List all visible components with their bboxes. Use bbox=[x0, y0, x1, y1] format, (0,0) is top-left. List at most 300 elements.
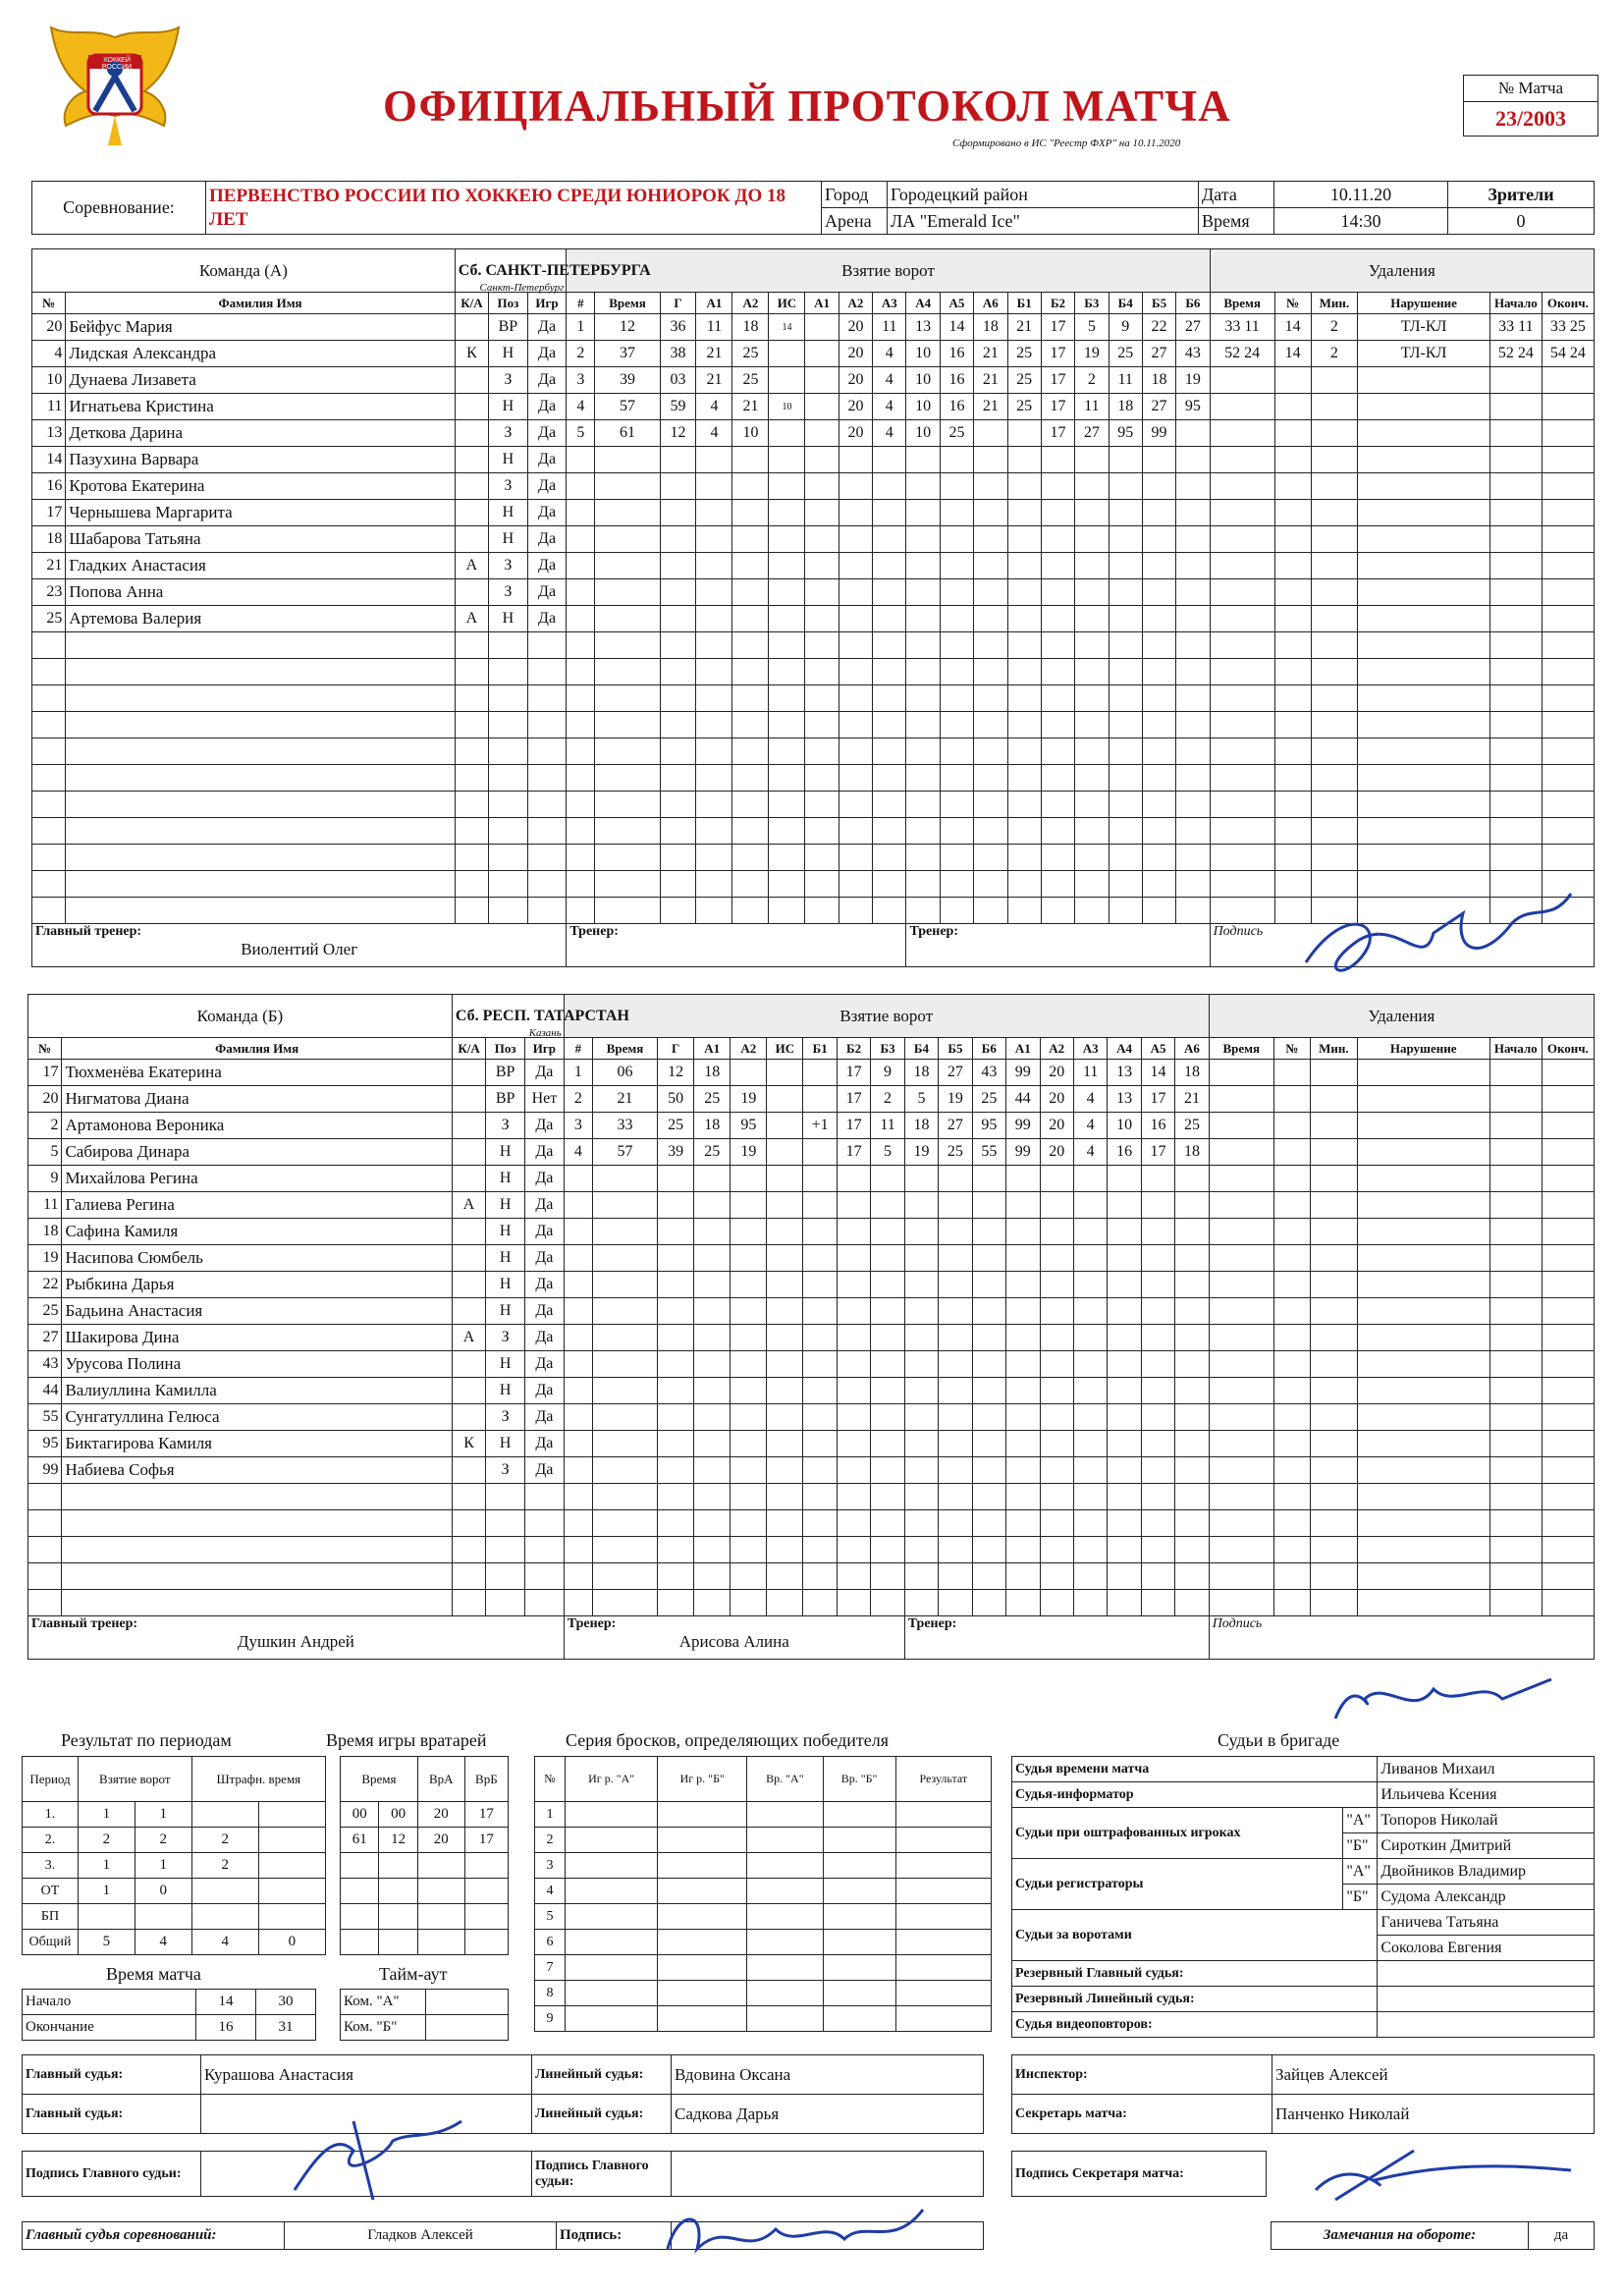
goal-cell bbox=[731, 1325, 767, 1351]
coach-cell bbox=[567, 924, 906, 967]
goal-col-header: А3 bbox=[1073, 1038, 1107, 1060]
penalty-cell bbox=[1210, 712, 1274, 738]
shootout-cell bbox=[747, 1930, 823, 1955]
secretary-signature-scribble bbox=[1276, 2141, 1591, 2210]
goal-cell bbox=[595, 553, 660, 579]
goal-cell bbox=[1108, 1378, 1141, 1404]
goal-cell bbox=[1175, 1590, 1209, 1616]
goal-cell bbox=[564, 1431, 592, 1457]
player-role bbox=[455, 367, 488, 394]
shootout-number: 4 bbox=[535, 1879, 566, 1904]
goal-cell bbox=[1075, 606, 1109, 632]
goal-cell bbox=[658, 1298, 694, 1325]
goal-cell bbox=[906, 898, 940, 924]
goal-cell: 16 bbox=[940, 367, 973, 394]
table-row bbox=[535, 1828, 992, 1853]
player-played: Да bbox=[525, 1298, 565, 1325]
goal-cell bbox=[839, 632, 872, 659]
player-number: 99 bbox=[28, 1457, 62, 1484]
goal-cell bbox=[940, 473, 973, 500]
penalty-col-header: Мин. bbox=[1311, 293, 1358, 314]
goal-cell bbox=[658, 1510, 694, 1537]
player-name: Биктагирова Камиля bbox=[62, 1431, 452, 1457]
table-row bbox=[32, 632, 1595, 659]
player-position bbox=[489, 792, 528, 818]
goal-cell bbox=[595, 898, 660, 924]
goal-cell bbox=[592, 1245, 657, 1272]
goal-cell bbox=[595, 738, 660, 765]
shootout-cell bbox=[823, 2006, 895, 2032]
table-row bbox=[535, 2006, 992, 2032]
goal-cell bbox=[1176, 500, 1210, 526]
goal-cell bbox=[1175, 1298, 1209, 1325]
table-row bbox=[32, 765, 1595, 792]
goal-cell bbox=[1041, 871, 1074, 898]
penalty-cell bbox=[1357, 1510, 1489, 1537]
goal-cell bbox=[803, 1219, 837, 1245]
secretary: Панченко Николай bbox=[1272, 2095, 1595, 2134]
goal-cell bbox=[805, 659, 839, 685]
goal-cell: 17 bbox=[1041, 341, 1074, 367]
match-start-h: 14 bbox=[196, 1990, 256, 2015]
player-position: З bbox=[489, 420, 528, 447]
team-a-signature bbox=[1286, 884, 1610, 1002]
results-cell: 3. bbox=[23, 1853, 79, 1879]
goal-cell bbox=[1006, 1166, 1040, 1192]
player-role bbox=[452, 1457, 485, 1484]
player-name: Рыбкина Дарья bbox=[62, 1272, 452, 1298]
goal-cell bbox=[839, 553, 872, 579]
penalty-cell bbox=[1310, 1060, 1357, 1086]
goal-cell bbox=[567, 738, 595, 765]
goal-cell bbox=[803, 1139, 837, 1166]
goal-cell bbox=[592, 1590, 657, 1616]
penalty-cell bbox=[1274, 818, 1311, 845]
player-number bbox=[32, 792, 66, 818]
player-role bbox=[452, 1351, 485, 1378]
shootout-cell bbox=[566, 2006, 658, 2032]
penalty-cell bbox=[1209, 1325, 1273, 1351]
goal-cell bbox=[871, 1272, 904, 1298]
goal-cell: 17 bbox=[837, 1113, 870, 1139]
goal-cell bbox=[974, 659, 1007, 685]
penalty-minutes: 2 bbox=[1311, 341, 1358, 367]
recorder-b: Судома Александр bbox=[1378, 1885, 1595, 1910]
goal-cell bbox=[1040, 1431, 1073, 1457]
goal-cell bbox=[904, 1510, 938, 1537]
player-position: Н bbox=[489, 341, 528, 367]
goal-col-header: Время bbox=[595, 293, 660, 314]
goal-cell bbox=[660, 447, 696, 473]
table-row bbox=[32, 367, 1595, 394]
penalty-cell bbox=[1273, 1298, 1310, 1325]
shootout-cell bbox=[747, 1981, 823, 2006]
player-number bbox=[32, 712, 66, 738]
goal-cell: 50 bbox=[658, 1086, 694, 1113]
match-info bbox=[31, 181, 1595, 235]
penalty-col-header: Время bbox=[1209, 1038, 1273, 1060]
penalty-cell bbox=[1273, 1325, 1310, 1351]
results-cell: 0 bbox=[135, 1879, 191, 1904]
goal-cell: 4 bbox=[873, 367, 906, 394]
arena-label: Арена bbox=[822, 208, 888, 235]
player-position: ВР bbox=[486, 1086, 525, 1113]
penalty-cell bbox=[1311, 632, 1358, 659]
penalty-cell bbox=[1489, 659, 1542, 685]
player-role bbox=[452, 1484, 485, 1510]
goal-cell: 13 bbox=[906, 314, 940, 341]
penalty-cell bbox=[1542, 1457, 1594, 1484]
player-role bbox=[455, 685, 488, 712]
penalty-cell bbox=[1273, 1060, 1310, 1086]
penalty-cell bbox=[1357, 1272, 1489, 1298]
goal-cell bbox=[1007, 898, 1041, 924]
goal-cell bbox=[1108, 1192, 1141, 1219]
head-coach-label: Главный тренер: bbox=[35, 924, 142, 939]
player-position bbox=[486, 1484, 525, 1510]
goal-cell bbox=[564, 1298, 592, 1325]
goal-cell: 27 bbox=[939, 1113, 972, 1139]
player-played bbox=[527, 685, 567, 712]
goal-cell: 38 bbox=[660, 341, 696, 367]
goal-cell bbox=[595, 606, 660, 632]
goal-cell bbox=[1040, 1590, 1073, 1616]
player-number: 27 bbox=[28, 1325, 62, 1351]
goal-cell bbox=[1075, 792, 1109, 818]
goal-cell bbox=[696, 712, 732, 738]
penalty-cell bbox=[1310, 1298, 1357, 1325]
penalty-cell bbox=[1542, 1404, 1594, 1431]
penalty-cell bbox=[1542, 818, 1594, 845]
goalie-cell: 17 bbox=[464, 1802, 508, 1828]
goal-cell: 10 bbox=[1108, 1113, 1141, 1139]
goal-cell: 18 bbox=[974, 314, 1007, 341]
goal-cell bbox=[1176, 712, 1210, 738]
goal-cell: 3 bbox=[567, 367, 595, 394]
penalty-cell bbox=[1542, 473, 1594, 500]
player-name: Бадьина Анастасия bbox=[62, 1298, 452, 1325]
goal-col-header: Б1 bbox=[803, 1038, 837, 1060]
goal-cell bbox=[696, 632, 732, 659]
goal-cell: 14 bbox=[769, 314, 805, 341]
goal-cell: 17 bbox=[1041, 367, 1074, 394]
goal-cell: 18 bbox=[1175, 1139, 1209, 1166]
goal-cell bbox=[871, 1404, 904, 1431]
penalty-col-header: Оконч. bbox=[1542, 1038, 1594, 1060]
goal-cell bbox=[694, 1457, 731, 1484]
penalty-cell bbox=[1542, 553, 1594, 579]
penalty-cell bbox=[1489, 632, 1542, 659]
goal-cell bbox=[732, 553, 769, 579]
goal-cell: 27 bbox=[939, 1060, 972, 1086]
goal-cell bbox=[1073, 1404, 1107, 1431]
player-name: Лидская Александра bbox=[66, 341, 455, 367]
goal-cell bbox=[904, 1484, 938, 1510]
goal-cell bbox=[1007, 632, 1041, 659]
penalty-cell bbox=[1357, 1219, 1489, 1245]
goal-cell bbox=[592, 1325, 657, 1351]
goal-cell bbox=[1006, 1192, 1040, 1219]
shootout-cell bbox=[823, 1981, 895, 2006]
goal-cell bbox=[906, 738, 940, 765]
player-played: Да bbox=[525, 1378, 565, 1404]
goal-cell: 20 bbox=[1040, 1113, 1073, 1139]
goal-cell: 99 bbox=[1006, 1139, 1040, 1166]
goal-cell bbox=[1108, 1431, 1141, 1457]
goal-cell bbox=[1176, 526, 1210, 553]
table-row bbox=[341, 1904, 509, 1930]
table-row bbox=[28, 1298, 1595, 1325]
penalty-cell bbox=[1209, 1113, 1273, 1139]
coach-cell-2 bbox=[904, 1616, 1209, 1660]
goal-cell bbox=[873, 792, 906, 818]
goal-cell bbox=[940, 738, 973, 765]
shootout-cell bbox=[566, 1930, 658, 1955]
penalty-cell bbox=[1209, 1166, 1273, 1192]
player-position: Н bbox=[486, 1192, 525, 1219]
goal-cell bbox=[1109, 845, 1142, 871]
goal-cell bbox=[767, 1590, 803, 1616]
timeout-title: Тайм-аут bbox=[379, 1964, 448, 1984]
goal-cell bbox=[564, 1404, 592, 1431]
penalty-cell bbox=[1311, 685, 1358, 712]
goal-cell bbox=[904, 1404, 938, 1431]
player-position: З bbox=[489, 579, 528, 606]
results-cell: 2 bbox=[135, 1828, 191, 1853]
goal-col-header: Б5 bbox=[1142, 293, 1175, 314]
goal-cell bbox=[904, 1590, 938, 1616]
goal-cell bbox=[1109, 500, 1142, 526]
goal-cell bbox=[803, 1325, 837, 1351]
penalty-cell bbox=[1489, 447, 1542, 473]
goal-cell: 17 bbox=[1041, 420, 1074, 447]
goal-cell bbox=[940, 871, 973, 898]
table-row bbox=[341, 1930, 509, 1955]
goal-cell bbox=[660, 473, 696, 500]
goal-cell bbox=[871, 1431, 904, 1457]
penalty-cell bbox=[1358, 394, 1490, 420]
goal-cell bbox=[805, 420, 839, 447]
goal-cell bbox=[1007, 845, 1041, 871]
goal-cell bbox=[839, 606, 872, 632]
goal-cell bbox=[805, 712, 839, 738]
goal-cell bbox=[696, 659, 732, 685]
player-number bbox=[32, 738, 66, 765]
shootout-cell bbox=[747, 1853, 823, 1879]
goal-cell bbox=[592, 1404, 657, 1431]
player-played: Да bbox=[525, 1351, 565, 1378]
goal-cell bbox=[732, 845, 769, 871]
penalty-cell bbox=[1542, 447, 1594, 473]
player-position bbox=[489, 685, 528, 712]
goal-cell: 5 bbox=[904, 1086, 938, 1113]
penalty-cell bbox=[1489, 1272, 1542, 1298]
goal-cell bbox=[873, 871, 906, 898]
goal-cell: 25 bbox=[1007, 394, 1041, 420]
goal-cell bbox=[1041, 526, 1074, 553]
penalty-cell bbox=[1358, 792, 1490, 818]
goal-cell bbox=[767, 1457, 803, 1484]
player-name: Шакирова Дина bbox=[62, 1325, 452, 1351]
shootout-col-header: № bbox=[535, 1757, 566, 1802]
goal-cell bbox=[1175, 1351, 1209, 1378]
goal-cell bbox=[837, 1245, 870, 1272]
goal-cell bbox=[1108, 1166, 1141, 1192]
penalty-cell bbox=[1274, 473, 1311, 500]
goal-cell: 18 bbox=[694, 1060, 731, 1086]
goal-cell bbox=[805, 553, 839, 579]
goal-judge-1: Ганичева Татьяна bbox=[1378, 1910, 1595, 1936]
goal-cell: 4 bbox=[873, 394, 906, 420]
results-cell: 5 bbox=[79, 1930, 135, 1955]
goal-cell bbox=[1175, 1192, 1209, 1219]
player-played: Нет bbox=[525, 1086, 565, 1113]
penalty-minutes: 2 bbox=[1311, 314, 1358, 341]
shootout-number: 8 bbox=[535, 1981, 566, 2006]
player-position bbox=[489, 712, 528, 738]
goal-cell bbox=[974, 898, 1007, 924]
penalty-cell bbox=[1311, 447, 1358, 473]
player-position: Н bbox=[486, 1351, 525, 1378]
goal-cell bbox=[1007, 818, 1041, 845]
shootout-cell bbox=[823, 1879, 895, 1904]
player-number bbox=[28, 1590, 62, 1616]
goal-cell bbox=[1141, 1404, 1174, 1431]
goal-cell bbox=[839, 712, 872, 738]
penalty-cell bbox=[1357, 1484, 1489, 1510]
penalty-col-header: Мин. bbox=[1310, 1038, 1357, 1060]
player-position bbox=[489, 765, 528, 792]
penalty-cell bbox=[1542, 367, 1594, 394]
player-name bbox=[62, 1484, 452, 1510]
penalty-cell bbox=[1489, 792, 1542, 818]
player-name bbox=[66, 685, 455, 712]
goal-cell bbox=[1142, 712, 1175, 738]
goal-cell bbox=[873, 606, 906, 632]
penalty-cell bbox=[1311, 473, 1358, 500]
goalie-cell bbox=[417, 1853, 464, 1879]
player-role bbox=[452, 1590, 485, 1616]
goal-cell bbox=[873, 447, 906, 473]
goal-cell bbox=[871, 1325, 904, 1351]
line-ref-label-1: Линейный судья: bbox=[532, 2055, 672, 2095]
goal-cell: 19 bbox=[1176, 367, 1210, 394]
player-position: З bbox=[489, 367, 528, 394]
goal-cell bbox=[1075, 526, 1109, 553]
chief-signature-scribble bbox=[648, 2190, 943, 2269]
player-number: 9 bbox=[28, 1166, 62, 1192]
shootout-cell bbox=[658, 1853, 747, 1879]
recorder-a-tag: "А" bbox=[1343, 1859, 1378, 1885]
goal-cell bbox=[837, 1351, 870, 1378]
goal-cell bbox=[1141, 1325, 1174, 1351]
coach-label: Тренер: bbox=[907, 1616, 957, 1631]
goal-cell bbox=[972, 1484, 1005, 1510]
penalty-infraction: ТЛ-КЛ bbox=[1358, 314, 1490, 341]
penalty-cell bbox=[1273, 1537, 1310, 1563]
goalie-col-header: ВрБ bbox=[464, 1757, 508, 1802]
goal-cell bbox=[660, 685, 696, 712]
goal-cell bbox=[972, 1192, 1005, 1219]
head-coach-cell bbox=[32, 924, 567, 967]
goal-cell bbox=[1041, 765, 1074, 792]
goal-cell bbox=[731, 1537, 767, 1563]
signature-label: Подпись bbox=[1213, 924, 1264, 939]
goal-cell bbox=[658, 1590, 694, 1616]
goal-cell bbox=[1141, 1510, 1174, 1537]
goal-cell: 25 bbox=[1109, 341, 1142, 367]
penalty-cell bbox=[1542, 500, 1594, 526]
goal-cell bbox=[696, 845, 732, 871]
goal-cell bbox=[1073, 1272, 1107, 1298]
goal-cell bbox=[767, 1086, 803, 1113]
goal-cell bbox=[658, 1563, 694, 1590]
penalty-cell bbox=[1542, 1325, 1594, 1351]
goal-cell: 9 bbox=[1109, 314, 1142, 341]
penalty-cell bbox=[1489, 579, 1542, 606]
penalty-cell bbox=[1210, 659, 1274, 685]
results-title: Результат по периодам bbox=[61, 1730, 232, 1750]
goal-cell bbox=[658, 1245, 694, 1272]
penalty-cell bbox=[1310, 1590, 1357, 1616]
goal-cell: 03 bbox=[660, 367, 696, 394]
table-row bbox=[535, 1930, 992, 1955]
goal-cell bbox=[805, 367, 839, 394]
goal-cell bbox=[904, 1351, 938, 1378]
goal-cell bbox=[1109, 606, 1142, 632]
goal-cell bbox=[1073, 1166, 1107, 1192]
goal-cell bbox=[803, 1166, 837, 1192]
penalty-cell bbox=[1542, 1378, 1594, 1404]
player-role bbox=[455, 792, 488, 818]
goal-cell bbox=[1176, 818, 1210, 845]
goal-cell bbox=[696, 500, 732, 526]
table-row bbox=[28, 1113, 1595, 1139]
shootout-cell bbox=[658, 1879, 747, 1904]
goal-cell: 2 bbox=[564, 1086, 592, 1113]
player-position: ВР bbox=[486, 1060, 525, 1086]
goal-cell bbox=[939, 1484, 972, 1510]
player-name bbox=[66, 659, 455, 685]
table-row bbox=[32, 420, 1595, 447]
goal-cell bbox=[660, 765, 696, 792]
penalty-cell bbox=[1310, 1563, 1357, 1590]
penalty-cell bbox=[1357, 1537, 1489, 1563]
goal-cell bbox=[567, 765, 595, 792]
goal-cell: 11 bbox=[1075, 394, 1109, 420]
goal-col-header: # bbox=[567, 293, 595, 314]
goal-cell bbox=[1040, 1298, 1073, 1325]
table-row bbox=[32, 500, 1595, 526]
table-row bbox=[23, 1879, 326, 1904]
penalty-cell bbox=[1489, 1563, 1542, 1590]
penalty-cell bbox=[1542, 659, 1594, 685]
penalty-cell bbox=[1210, 765, 1274, 792]
goal-cell: 1 bbox=[567, 314, 595, 341]
goal-cell bbox=[564, 1192, 592, 1219]
goal-cell bbox=[595, 500, 660, 526]
penalty-cell bbox=[1542, 1537, 1594, 1563]
goal-cell bbox=[696, 579, 732, 606]
sign-secretary-label: Подпись Секретаря матча: bbox=[1012, 2152, 1267, 2197]
goal-cell bbox=[1007, 871, 1041, 898]
goal-cell bbox=[904, 1245, 938, 1272]
shootout-cell bbox=[895, 1981, 991, 2006]
player-name bbox=[66, 871, 455, 898]
player-position: Н bbox=[489, 526, 528, 553]
goal-cell bbox=[871, 1484, 904, 1510]
table-row bbox=[23, 1853, 326, 1879]
